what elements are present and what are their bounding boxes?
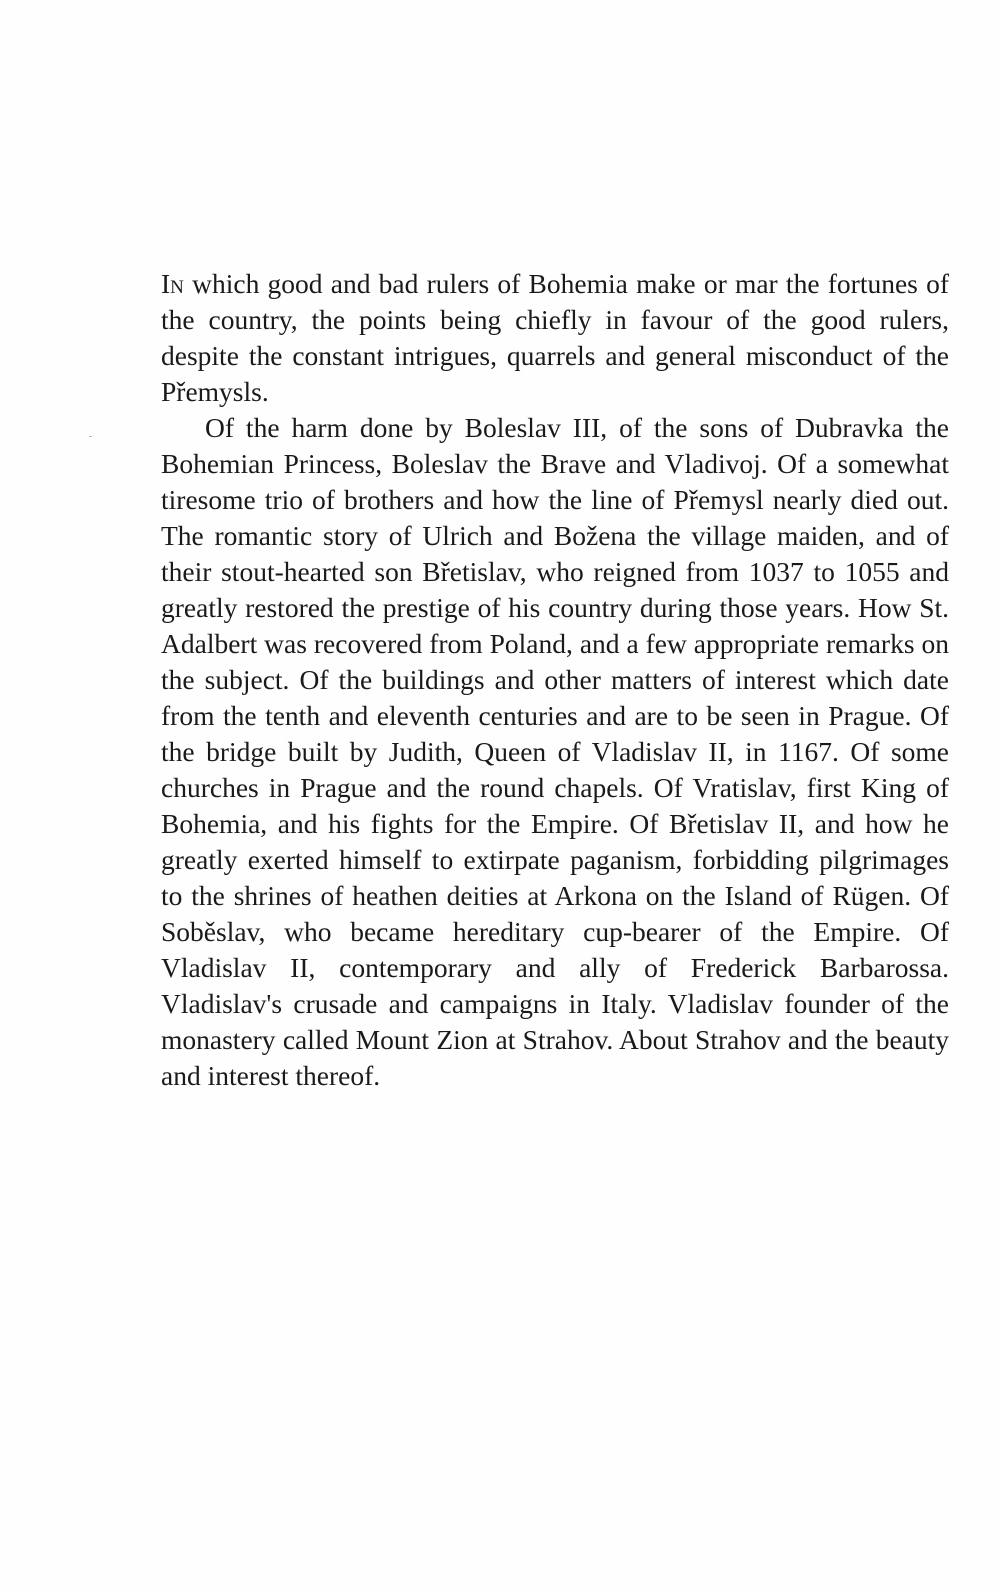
synopsis-paragraph-1 (161, 266, 949, 410)
synopsis-paragraph-2: Of the harm done by Boleslav III, of the sons of Dubravka the Bohemian Princess, Boleslav the Brave and Vladivoj. Of a somewhat tiresome trio of brothers and how the line of Přemysl nearly died out. The romantic story of Ulrich and Božena the village maiden, and of their stout-hearted son Břetislav, who reigned from 1037 to 1055 and greatly restored the prestige of his country during those years. How St. Adalbert was recovered from Poland, and a few appropriate remarks on the subject. Of the buildings and other matters of interest which date from the tenth and eleventh centuries and are to be seen in Prague. Of the bridge built by Judith, Queen of Vladislav II, in 1167. Of some churches in Prague and the round chapels. Of Vratislav, first King of Bohemia, and his fights for the Empire. Of Břetislav II, and how he greatly exerted himself to extirpate paganism, forbidding pilgrimages to the shrines of heathen deities at Arkona on the Island of Rügen. Of Soběslav, who became hereditary cup-bearer of the Empire. Of Vladislav II, contemporary and ally of Frederick Barbarossa. Vladislav's crusade and campaigns in Italy. Vladislav founder of the monastery called Mount Zion at Strahov. About Strahov and the beauty and interest thereof. (161, 412, 949, 1091)
opening-word: In (161, 268, 184, 299)
chapter-synopsis (161, 266, 949, 1094)
paragraph-1-text: which good and bad rulers of Bohemia make or mar the fortunes of the country, the points being chiefly in favour of the good rulers, despite the constant intrigues, quarrels and general misconduct of the Přemysls. (161, 268, 949, 407)
margin-mark (89, 436, 92, 437)
